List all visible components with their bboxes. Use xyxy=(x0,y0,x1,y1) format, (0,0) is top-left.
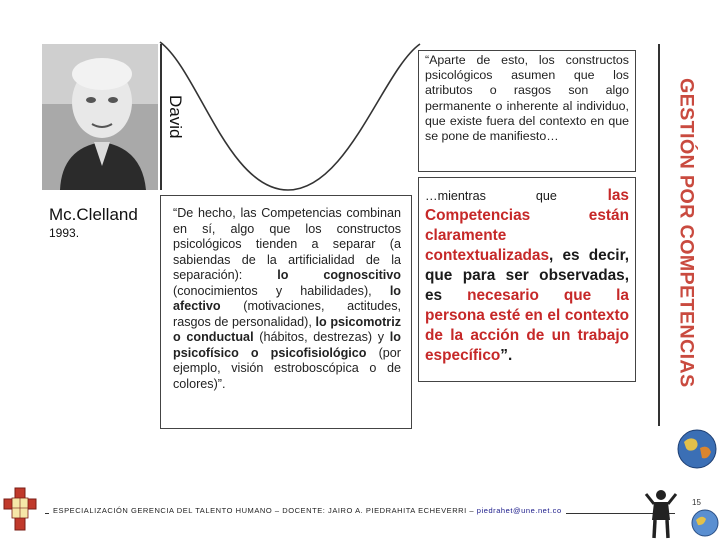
quote-right-lead: …mientras que xyxy=(425,189,557,203)
quote-right-end: ”. xyxy=(500,347,513,364)
quote-center-b3: lo psicomotriz o conductual xyxy=(173,314,401,344)
quote-right-r1: las Competencias están claramente contextualizadas xyxy=(425,187,629,264)
quote-center-p3: (motivaciones, actitudes, rasgos de personalidad), xyxy=(173,299,402,329)
footer-text: ESPECIALIZACIÓN GERENCIA DEL TALENTO HUMANO – DOCENTE: JAIRO A. PIEDRAHITA ECHEVERRI – xyxy=(53,506,475,515)
quote-center-b4: lo psicofísico o psicofisiológico xyxy=(173,330,401,360)
quote-center-p4: (hábitos, destrezas) y xyxy=(259,330,385,344)
surname: Mc.Clelland xyxy=(49,205,138,224)
quote-top-text: “Aparte de esto, los constructos psicológicos asumen que los atributos o rasgos son algo permanente o inherente al individuo, que existe fuera del contexto en que se pone de manifiesto… xyxy=(425,53,629,144)
page-number: 15 xyxy=(692,498,701,507)
quote-right-p1: , es decir, que para ser observadas, es xyxy=(425,247,629,304)
globe-icon xyxy=(676,428,718,470)
institution-logo-icon xyxy=(2,486,38,532)
footer-email[interactable]: piedrahet@une.net.co xyxy=(476,506,562,515)
side-title-text: GESTIÓN POR COMPETENCIAS xyxy=(675,77,698,388)
small-globe-icon xyxy=(690,508,720,538)
quote-center-b2: lo afectivo xyxy=(173,283,402,313)
quote-center-p1: “De hecho, las Competencias combinan en sí, algo que los constructos psicológicos tienden a separar (a sabiendas de la artificialidad de la separación): xyxy=(173,206,401,282)
connector-curve xyxy=(158,30,428,200)
quote-top-box xyxy=(418,50,636,172)
quote-center-p5: (por ejemplo, visión estroboscópica o de colores)”. xyxy=(173,345,402,391)
portrait-photo xyxy=(42,44,158,190)
year: 1993. xyxy=(49,226,80,240)
quote-center-p2: (conocimientos y habilidades), xyxy=(173,283,372,298)
quote-center-b1: lo cognoscitivo xyxy=(277,268,401,282)
footer xyxy=(49,506,566,515)
businessman-icon xyxy=(644,488,678,540)
quote-right-box xyxy=(418,177,636,382)
first-name: David xyxy=(166,95,185,139)
quote-right-r2: necesario que la persona esté en el contexto de la acción de un trabajo específico xyxy=(425,287,629,364)
vertical-divider xyxy=(658,44,660,426)
side-title xyxy=(668,50,704,415)
quote-center-box xyxy=(160,195,412,429)
